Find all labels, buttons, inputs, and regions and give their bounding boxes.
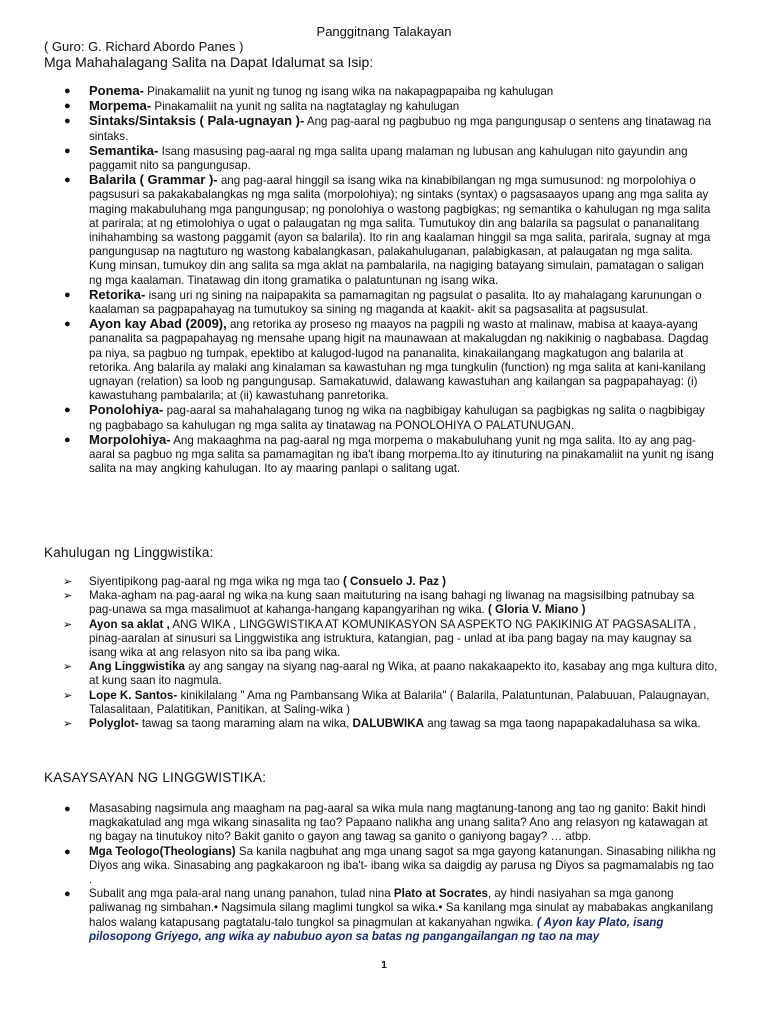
list-item: ● Sintaks/Sintaksis ( Pala-ugnayan )- Ang pag-aaral ng pagbubuo ng mga pangungusap o sentens ang tinatawag na sintaks. — [64, 113, 712, 143]
list-item: ● Retorika- isang uri ng sining na naipapakita sa pamamagitan ng pagsulat o pasalita. Ito ay mahalagang karunungan o kaalaman sa pagpapahayag na tumutukoy sa sining ng maganda at kaakit- akit sa pagsasalita at pagsusulat. — [64, 286, 702, 317]
arrow-bullet-icon: ➢ — [63, 689, 73, 702]
section-heading-kasaysayan: KASAYSAYAN NG LINGGWISTIKA: — [44, 770, 267, 785]
terms-list — [0, 84, 768, 476]
arrow-bullet-icon: ➢ — [63, 590, 73, 603]
list-item: ● Semantika- Isang masusing pag-aaral ng mga salita upang malaman ng lubusan ang kahulugan nito gayundin ang paggamit nito sa pangungusap. — [64, 142, 688, 173]
section-heading-kahulugan: Kahulugan ng Linggwistika: — [44, 545, 214, 560]
bullet-icon: ● — [64, 318, 71, 331]
list-item: ● Ayon kay Abad (2009), ang retorika ay proseso ng maayos na pagpili ng wasto at malinaw, mabisa at kaaya-ayang pananalita sa pagpapahayag ng mensahe upang higit na maunawaan at makalugdan ng nakikinig o nagbabasa. Dagdag pa niya, sa pagbuo ng tumpak, epektibo at kalugod-lugod na pananalita, kinakailangang magkatugon ang balarila at retorika. Ang balarila ay malaki ang kinalaman sa kawastuhan ng mga tungkulin (function) ng mga salita at kani-kanilang ugnayan (relation) sa loob ng pangungusap. Samakatuwid, dalawang kawastuhan ang kailangan sa pagpapahayag: (i) kawastuhang pambalarila; at (ii) kawastuhang panretorika. — [64, 316, 709, 403]
arrow-bullet-icon: ➢ — [63, 661, 73, 674]
bullet-icon: ● — [64, 845, 71, 858]
list-item: ● Mga Teologo(Theologians) Sa kanila nagbuhat ang mga unang sagot sa mga gayong katanungan. Sinasabing nilikha ng Diyos ang wika. Sinasabing ang pagkakaroon ng iba't- ibang wika sa daigdig ay parusa ng Diyos sa pagmamalabis ng tao . — [64, 844, 716, 887]
list-item: ● Balarila ( Grammar )- ang pag-aaral hinggil sa isang wika na kinabibilangan ng mga sumusunod: ng morpolohiya o pagsusuri sa pakakabalangkas ng mga salita (morpolohiya); ng sintaks (syntax) o pagsasaayos upang ang mga salita ay maging makabuluhang mga pangungusap; ng ponolohiya o wastong pagbigkas; ng semantika o kahulugan ng mga salita at parirala; at ng etimolohiya o ugat o palaugatan ng mga salita. Tumutukoy din ang balarila sa pagsulat o pananalitang inihahambing sa wastong paggamit (ayon sa balarila). Ito rin ang kaalaman hinggil sa mga salita, parirala, sugnay at mga pangungusap na nagtuturo ng wastong kabalangkasan, palakahuluganan, palabigkasan, at palaugatan ng mga salita. Kung minsan, tumukoy din ang salita sa mga aklat na pambalarila, na nagiging batayang simulain, pamatagan o saligan ng mga kaalaman. Tinatawag din itong gramatika o palatuntunan ng isang wika. — [64, 172, 711, 287]
arrow-bullet-icon: ➢ — [63, 718, 73, 731]
list-item: ➢ Ayon sa aklat , ANG WIKA , LINGGWISTIKA AT KOMUNIKASYON SA ASPEKTO NG PAKIKINIG AT PAGSASALITA , pinag-aaralan at sinusuri sa Linggwistika ang istruktura, katangian, pag - unlad at iba pang bagay na may kaugnay sa isang wika at ang relasyon nito sa iba pang wika. — [63, 617, 697, 660]
kahulugan-list — [0, 575, 768, 731]
list-item: ➢ Polyglot- tawag sa taong maraming alam na wika, DALUBWIKA ang tawag sa mga taong napapakadaluhasa sa wika. — [63, 717, 701, 731]
list-item: ● Subalit ang mga pala-aral nang unang panahon, tulad nina Plato at Socrates, ay hindi nasiyahan sa mga ganong paliwanag ng simbahan.• Nagsimula silang maglimi tungkol sa wika.• Sa kanilang mga sinulat ay mababakas angkanilang halos walang katapusang pagtatalu-talo tungkol sa pinagmulan at kakanyahan ngwika. ( Ayon kay Plato, isang pilosopong Griyego, ang wika ay nabubuo ayon sa batas ng pangangailangan ng tao na may — [64, 887, 714, 943]
list-item: ● Ponolohiya- pag-aaral sa mahahalagang tunog ng wika na nagbibigay kahulugan sa pagbigkas ng salita o nagbibigay ng pagbabago sa kahulugan ng mga salita ay tinatawag na PONOLOHIYA O PALATUNUGAN. — [64, 402, 705, 432]
kasaysayan-list — [0, 802, 768, 944]
bullet-icon: ● — [64, 100, 71, 113]
bullet-icon: ● — [64, 288, 71, 301]
bullet-icon: ● — [64, 433, 71, 446]
list-item: ➢ Lope K. Santos- kinikilalang " Ama ng Pambansang Wika at Balarila" ( Balarila, Palatuntunan, Palabuuan, Palaugnayan, Talasalitaan, Palatitikan, Panitikan, at Saling-wika ) — [63, 688, 710, 716]
bullet-icon: ● — [64, 803, 71, 815]
list-item: ● Morpema- Pinakamaliit na yunit ng salita na nagtataglay ng kahulugan — [64, 98, 460, 114]
arrow-bullet-icon: ➢ — [63, 618, 73, 631]
teacher-line: ( Guro: G. Richard Abordo Panes ) — [44, 39, 244, 54]
arrow-bullet-icon: ➢ — [63, 576, 73, 588]
bullet-icon: ● — [64, 404, 71, 417]
bullet-icon: ● — [64, 144, 71, 157]
bullet-icon: ● — [64, 174, 71, 187]
bullet-icon: ● — [64, 115, 71, 128]
page-number: 1 — [381, 960, 387, 971]
bullet-icon: ● — [64, 85, 71, 97]
bullet-icon: ● — [64, 888, 71, 901]
list-item: ➢ Maka-agham na pag-aaral ng wika na kung saan maituturing na isang bahagi ng liwanag na magsisilbing patnubay sa pag-unawa sa mga masalimuot at kahanga-hangang kapangyarihan ng wika. ( Gloria V. Miano ) — [63, 589, 695, 617]
list-item: ➢ Ang Linggwistika ay ang sangay na siyang nag-aaral ng Wika, at paano nakakaapekto ito, kasabay ang mga kultura dito, at kung saan ito nagmula. — [63, 660, 718, 688]
page-title: Panggitnang Talakayan — [316, 24, 452, 39]
list-item: ● Morpolohiya- Ang makaaghma na pag-aaral ng mga morpema o makabuluhang yunit ng mga salita. Ito ay ang pag-aaral sa pagbuo ng mga salita sa pamamagitan ng iba't ibang morpema.Ito ay itinuturing na pinakamaliit na yunit ng isang salita na may angking kahulugan. Ito ay maaring panlapi o salitang ugat. — [64, 431, 714, 476]
list-item: ➢ Siyentipikong pag-aaral ng mga wika ng mga tao ( Consuelo J. Paz ) — [63, 575, 447, 588]
section-heading-terms: Mga Mahahalagang Salita na Dapat Idalumat sa Isip: — [44, 54, 374, 70]
list-item: ● Ponema- Pinakamaliit na yunit ng tunog ng isang wika na nakapagpapaiba ng kahulugan — [64, 83, 554, 98]
list-item: ● Masasabing nagsimula ang maagham na pag-aaral sa wika mula nang magtanung-tanong ang tao ng ganito: Bakit hindi magkakatulad ang mga wikang sinasalita ng tao? Papaano nalikha ang unang salita? Ano ang relasyon ng katawagan at ng bagay na tinutukoy nito? Bakit ganito o gayon ang tawag sa ganito o ganiyong bagay? … atbp. — [64, 802, 708, 844]
